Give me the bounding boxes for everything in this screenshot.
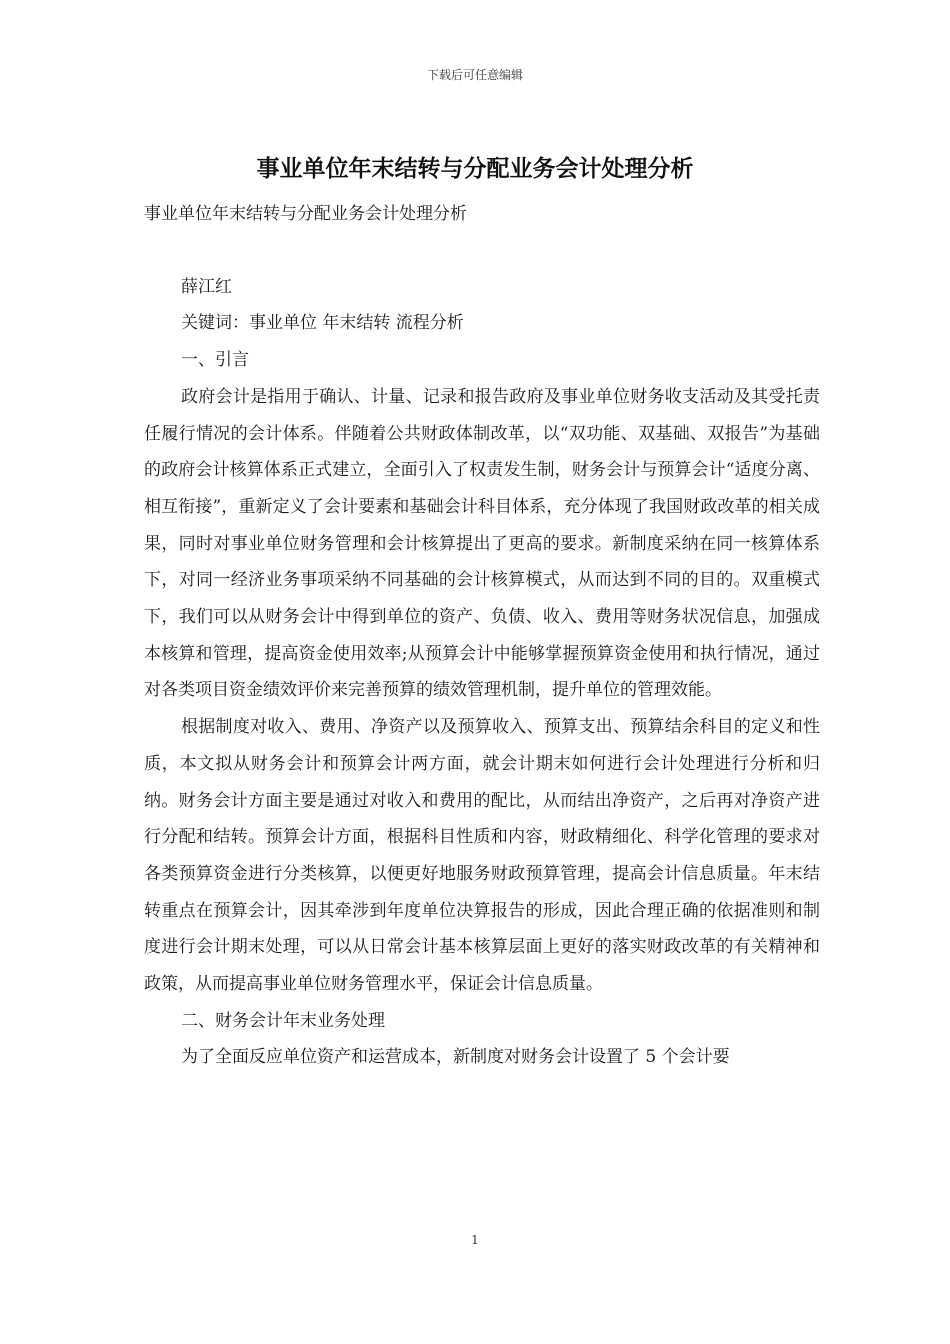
keywords-line: 关键词：事业单位 年末结转 流程分析 <box>181 313 464 334</box>
header-note: 下载后可任意编辑 <box>426 68 523 82</box>
document-subtitle: 事业单位年末结转与分配业务会计处理分析 <box>144 204 467 224</box>
author-name: 薛江红 <box>181 276 232 297</box>
page-number: 1 <box>471 1233 479 1247</box>
paragraph-scope: 根据制度对收入、费用、净资产以及预算收入、预算支出、预算结余科目的定义和性质，本文拟从财务会计和预算会计两方面，就会计期末如何进行会计处理进行分析和归纳。财务会计方面主要是通过对收入和费用的配比，从而结出净资产，之后再对净资产进行分配和结转。预算会计方面，根据科目性质和内容，财政精细化、科学化管理的要求对各类预算资金进行分类核算，以便更好地服务财政预算管理，提高会计信息质量。年末结转重点在预算会计，因其牵涉到年度单位决算报告的形成，因此合理正确的依据准则和制度进行会计期末处理，可以从日常会计基本核算层面上更好的落实财政改革的有关精神和政策，从而提高事业单位财务管理水平，保证会计信息质量。 <box>144 717 820 995</box>
document-body <box>144 196 820 1076</box>
document-title: 事业单位年末结转与分配业务会计处理分析 <box>256 155 694 182</box>
paragraph-introduction: 政府会计是指用于确认、计量、记录和报告政府及事业单位财务收支活动及其受托责任履行情况的会计体系。伴随着公共财政体制改革，以“双功能、双基础、双报告”为基础的政府会计核算体系正式建立，全面引入了权责发生制，财务会计与预算会计“适度分离、相互衔接”，重新定义了会计要素和基础会计科目体系，充分体现了我国财政改革的相关成果，同时对事业单位财务管理和会计核算提出了更高的要求。新制度采纳在同一核算体系下，对同一经济业务事项采纳不同基础的会计核算模式，从而达到不同的目的。双重模式下，我们可以从财务会计中得到单位的资产、负债、收入、费用等财务状况信息，加强成本核算和管理，提高资金使用效率;从预算会计中能够掌握预算资金使用和执行情况，通过对各类项目资金绩效评价来完善预算的绩效管理机制，提升单位的管理效能。 <box>144 386 820 701</box>
blank-line <box>144 233 820 269</box>
paragraph-financial-accounting: 为了全面反应单位资产和运营成本，新制度对财务会计设置了 5 个会计要 <box>181 1047 730 1068</box>
section-heading-introduction: 一、引言 <box>181 350 249 371</box>
section-heading-financial-accounting: 二、财务会计年末业务处理 <box>181 1010 385 1031</box>
